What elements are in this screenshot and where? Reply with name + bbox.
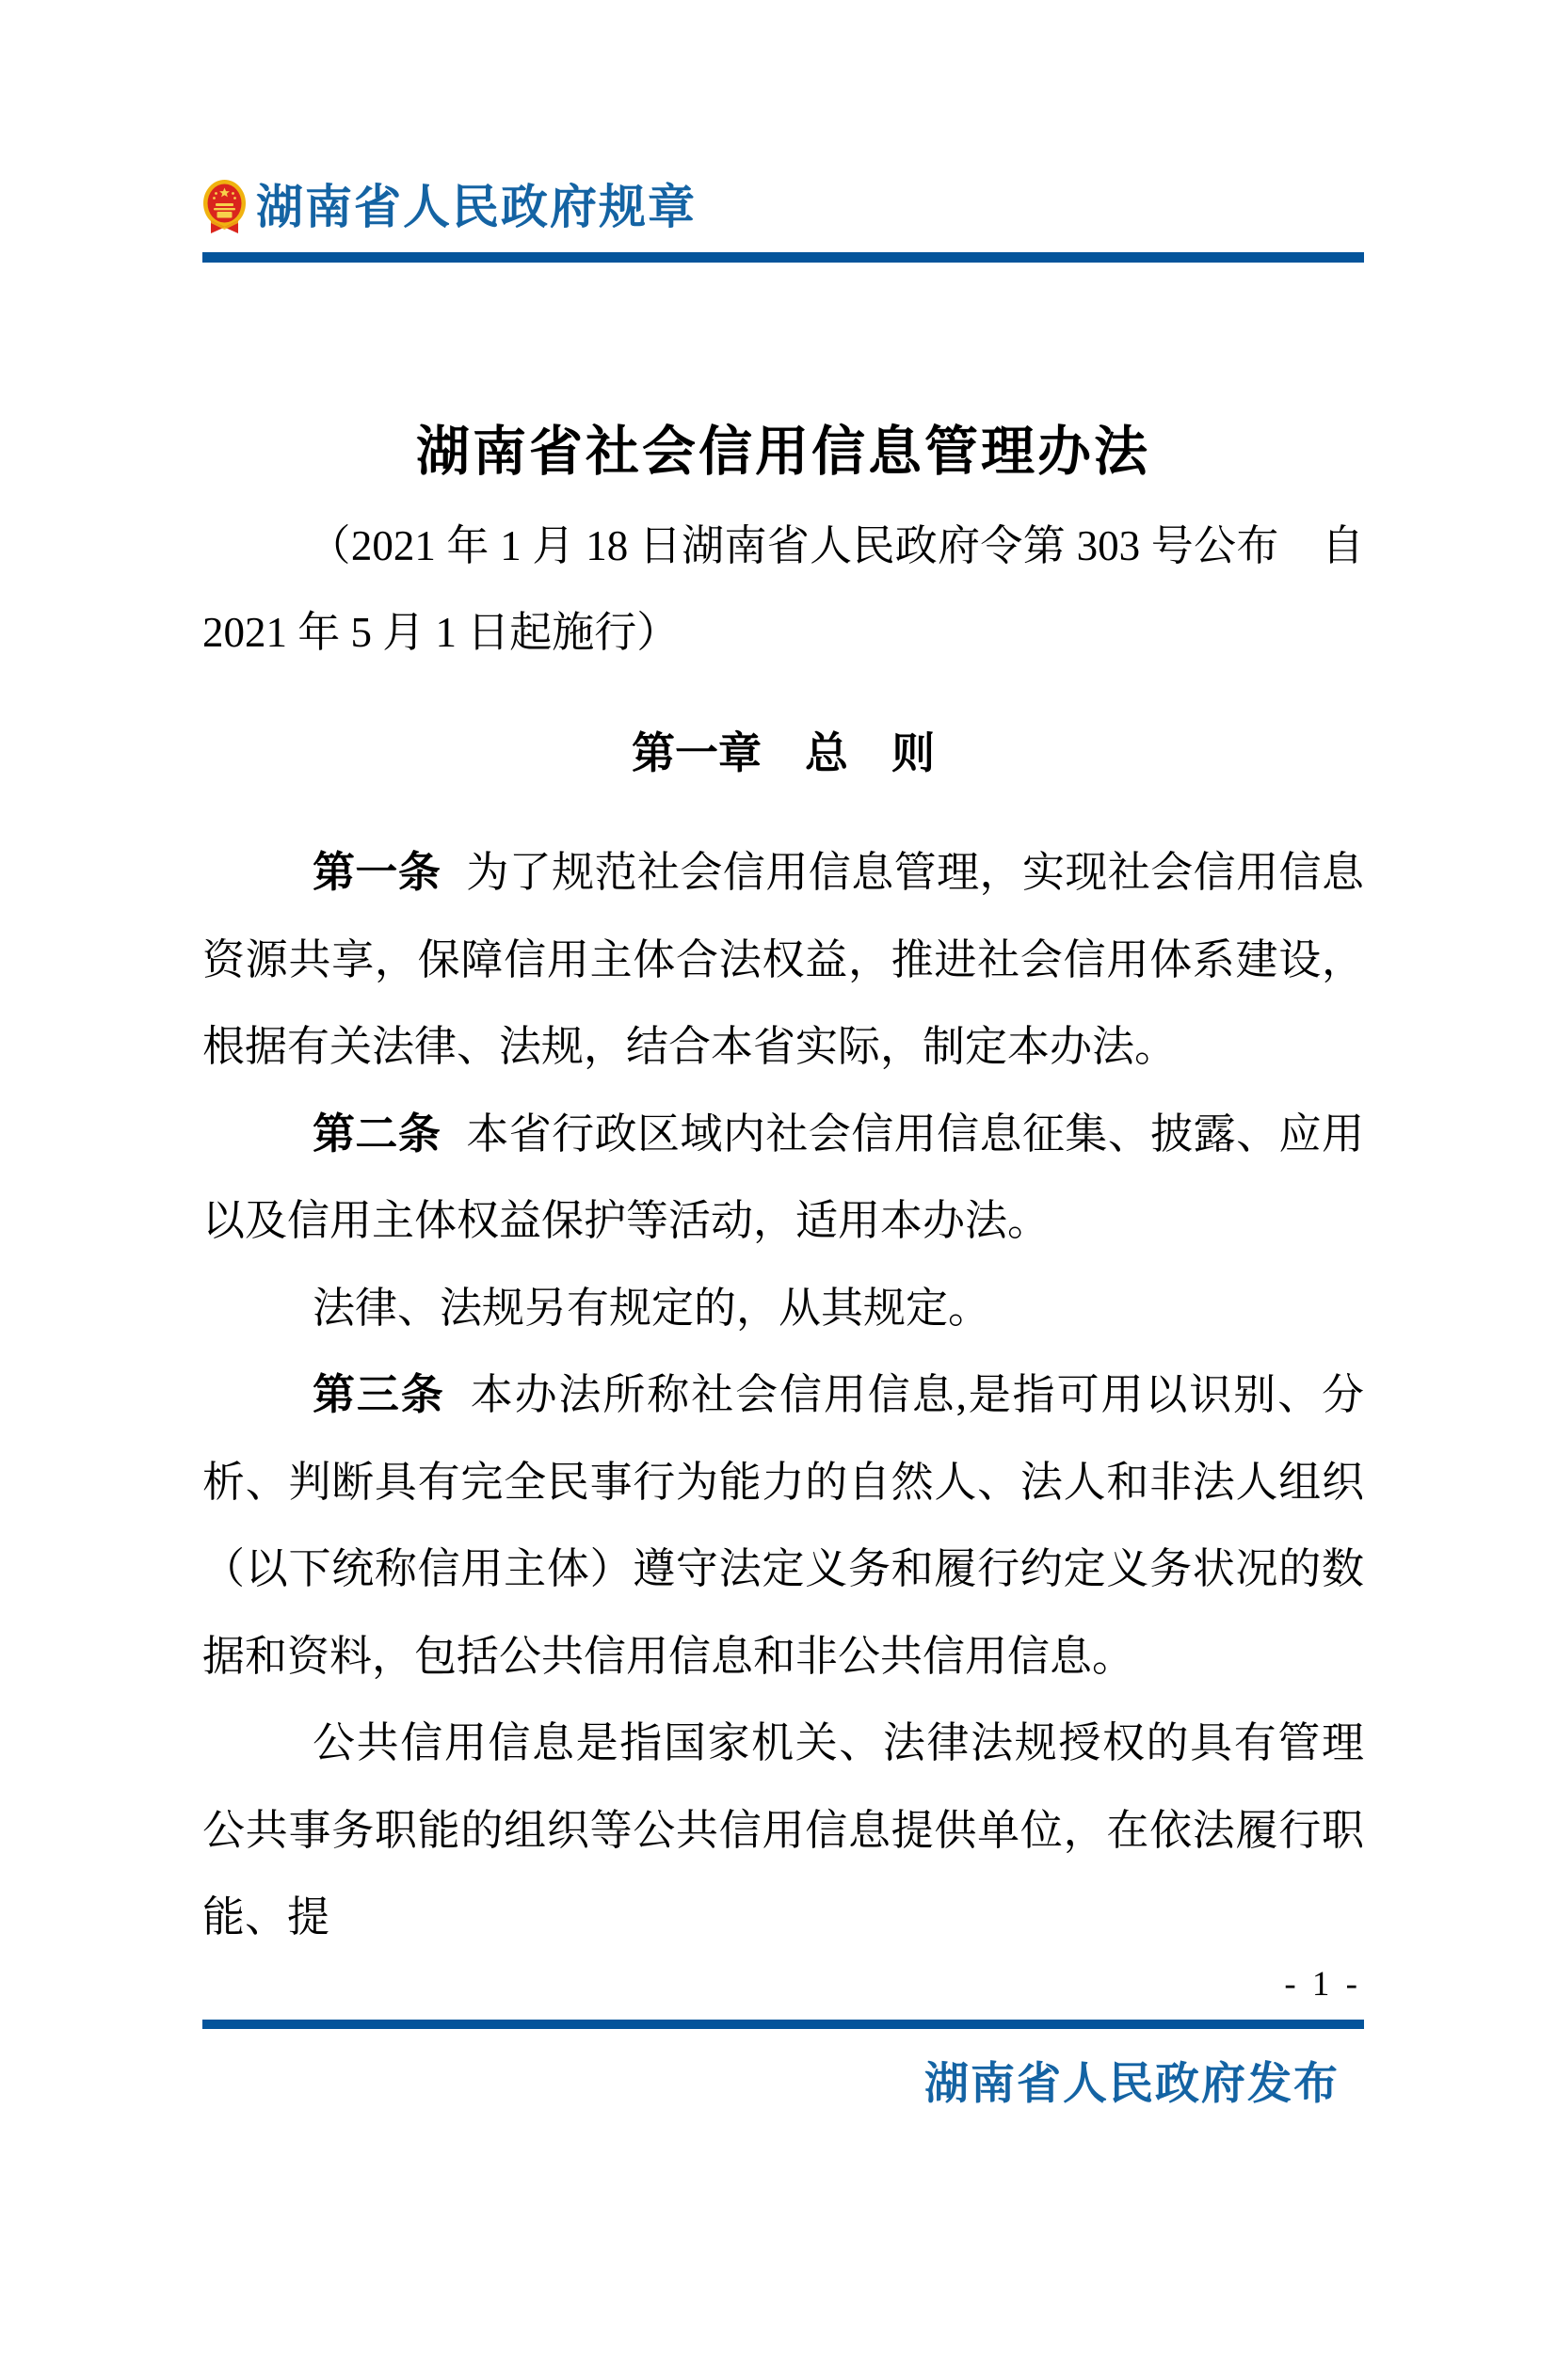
article-number-label: 第二条 bbox=[313, 1109, 441, 1158]
article-text: 本省行政区域内社会信用信息征集、披露、应用以及信用主体权益保护等活动，适用本办法。 bbox=[202, 1110, 1364, 1244]
article-number-label: 第一条 bbox=[313, 848, 441, 896]
article-number-label: 第三条 bbox=[313, 1370, 445, 1418]
article-paragraph bbox=[202, 829, 1364, 1091]
article-paragraph bbox=[202, 1091, 1364, 1265]
header-agency-title: 湖南省人民政府规章 bbox=[256, 181, 697, 233]
article-text: 法律、法规另有规定的，从其规定。 bbox=[313, 1284, 991, 1332]
promulgation-note: （2021 年 1 月 18 日湖南省人民政府令第 303 号公布 自 2021 年 5 月 1 日起施行） bbox=[202, 522, 1364, 656]
document-page bbox=[0, 179, 1557, 2380]
page-number: - 1 - bbox=[1284, 1964, 1361, 2004]
article-paragraph bbox=[202, 1351, 1364, 1700]
china-national-emblem-icon bbox=[202, 179, 247, 235]
document-body bbox=[202, 829, 1364, 1961]
header-divider-rule bbox=[202, 252, 1364, 263]
article-text: 本办法所称社会信用信息,是指可用以识别、分析、判断具有完全民事行为能力的自然人、法人和非法人组织（以下统称信用主体）遵守法定义务和履行约定义务状况的数据和资料，包括公共信用信息和非公共信用信息。 bbox=[202, 1371, 1364, 1680]
footer-divider-rule bbox=[202, 2020, 1364, 2029]
article-paragraph bbox=[202, 1700, 1364, 1961]
article-paragraph bbox=[202, 1265, 1364, 1352]
article-text: 公共信用信息是指国家机关、法律法规授权的具有管理公共事务职能的组织等公共信用信息提供单位，在依法履行职能、提 bbox=[202, 1719, 1364, 1941]
document-title: 湖南省社会信用信息管理办法 bbox=[416, 423, 1150, 482]
page-header bbox=[202, 179, 1364, 235]
article-text: 为了规范社会信用信息管理，实现社会信用信息资源共享，保障信用主体合法权益，推进社会信用体系建设，根据有关法律、法规，结合本省实际，制定本办法。 bbox=[202, 849, 1364, 1070]
chapter-heading: 第一章 总 则 bbox=[632, 728, 935, 777]
publisher-label: 湖南省人民政府发布 bbox=[924, 2059, 1340, 2109]
